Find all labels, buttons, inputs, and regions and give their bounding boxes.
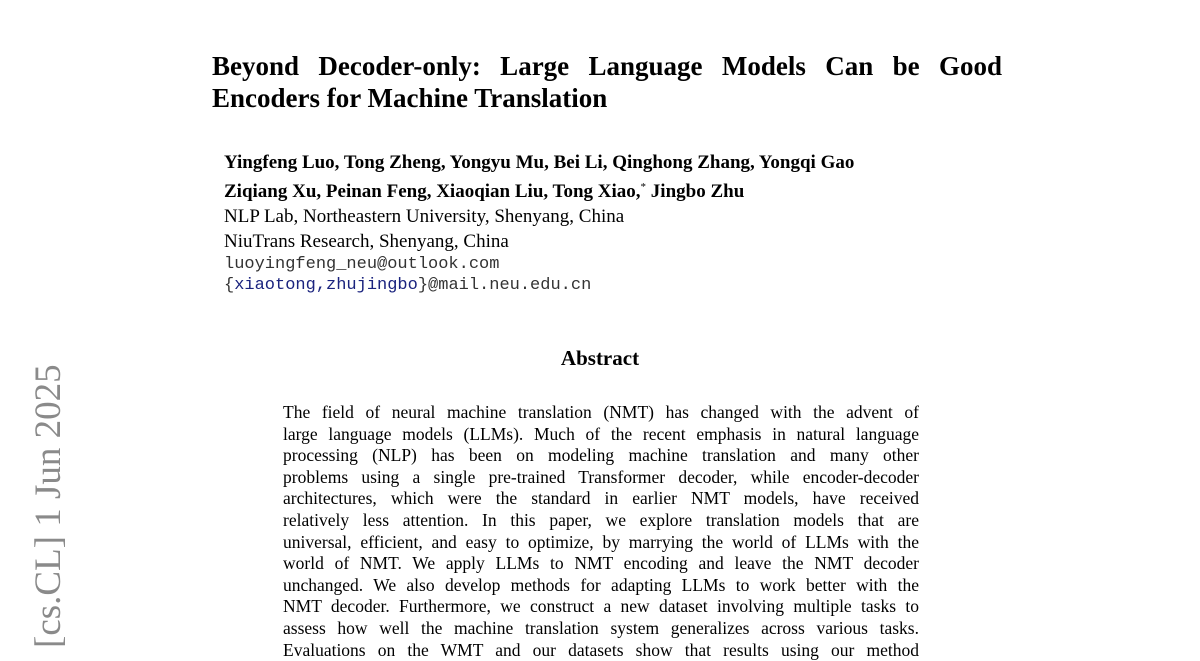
- title-line-2: Encoders for Machine Translation: [212, 83, 608, 113]
- abstract-line: large language models (LLMs). Much of the recent emphasis in natural language: [283, 423, 919, 444]
- abstract-line: Evaluations on the WMT and our datasets show that results using our method: [283, 639, 919, 660]
- title-line-1: Beyond Decoder-only: Large Language Models Can be Good: [212, 51, 1002, 81]
- abstract-line: world of NMT. We apply LLMs to NMT encoding and leave the NMT decoder: [283, 553, 919, 574]
- abstract-line: problems using a single pre-trained Transformer decoder, while encoder-decoder: [283, 466, 919, 487]
- author-block: [224, 150, 944, 296]
- email-1: luoyingfeng_neu@outlook.com: [224, 255, 500, 274]
- abstract-line: assess how well the machine translation system generalizes across various tasks.: [283, 617, 919, 638]
- abstract-line: The field of neural machine translation (NMT) has changed with the advent of: [283, 402, 919, 422]
- affiliation-2: NiuTrans Research, Shenyang, China: [224, 231, 509, 252]
- arxiv-side-stamp: [cs.CL] 1 Jun 2025: [28, 364, 69, 648]
- abstract-line: universal, efficient, and easy to optimize, by marrying the world of LLMs with the: [283, 531, 919, 552]
- abstract-line: relatively less attention. In this paper, we explore translation models that are: [283, 509, 919, 530]
- corresponding-author-mark: *: [640, 181, 647, 193]
- authors-line-1: Yingfeng Luo, Tong Zheng, Yongyu Mu, Bei Li, Qinghong Zhang, Yongqi Gao: [224, 152, 855, 173]
- abstract-line: NMT decoder. Furthermore, we construct a new dataset involving multiple tasks to: [283, 596, 919, 617]
- email-link[interactable]: xiaotong,zhujingbo: [234, 276, 418, 295]
- authors-line-2-tail: Jingbo Zhu: [646, 181, 745, 202]
- email-2-domain: }@mail.neu.edu.cn: [417, 276, 592, 295]
- authors-line-2-text: Ziqiang Xu, Peinan Feng, Xiaoqian Liu, Tong Xiao,: [224, 181, 641, 202]
- abstract-line: unchanged. We also develop methods for adapting LLMs to work better with the: [283, 574, 919, 595]
- abstract-heading: Abstract: [560, 346, 640, 370]
- abstract-line: architectures, which were the standard in earlier NMT models, have received: [283, 488, 919, 509]
- email-2: [224, 275, 944, 296]
- email-2-open: {: [224, 276, 235, 295]
- abstract-line: processing (NLP) has been on modeling machine translation and many other: [283, 445, 919, 466]
- abstract-body: [283, 402, 919, 661]
- authors-line-2: [224, 175, 944, 204]
- affiliation-1: NLP Lab, Northeastern University, Shenyang, China: [224, 206, 625, 227]
- paper-title: [212, 50, 1002, 114]
